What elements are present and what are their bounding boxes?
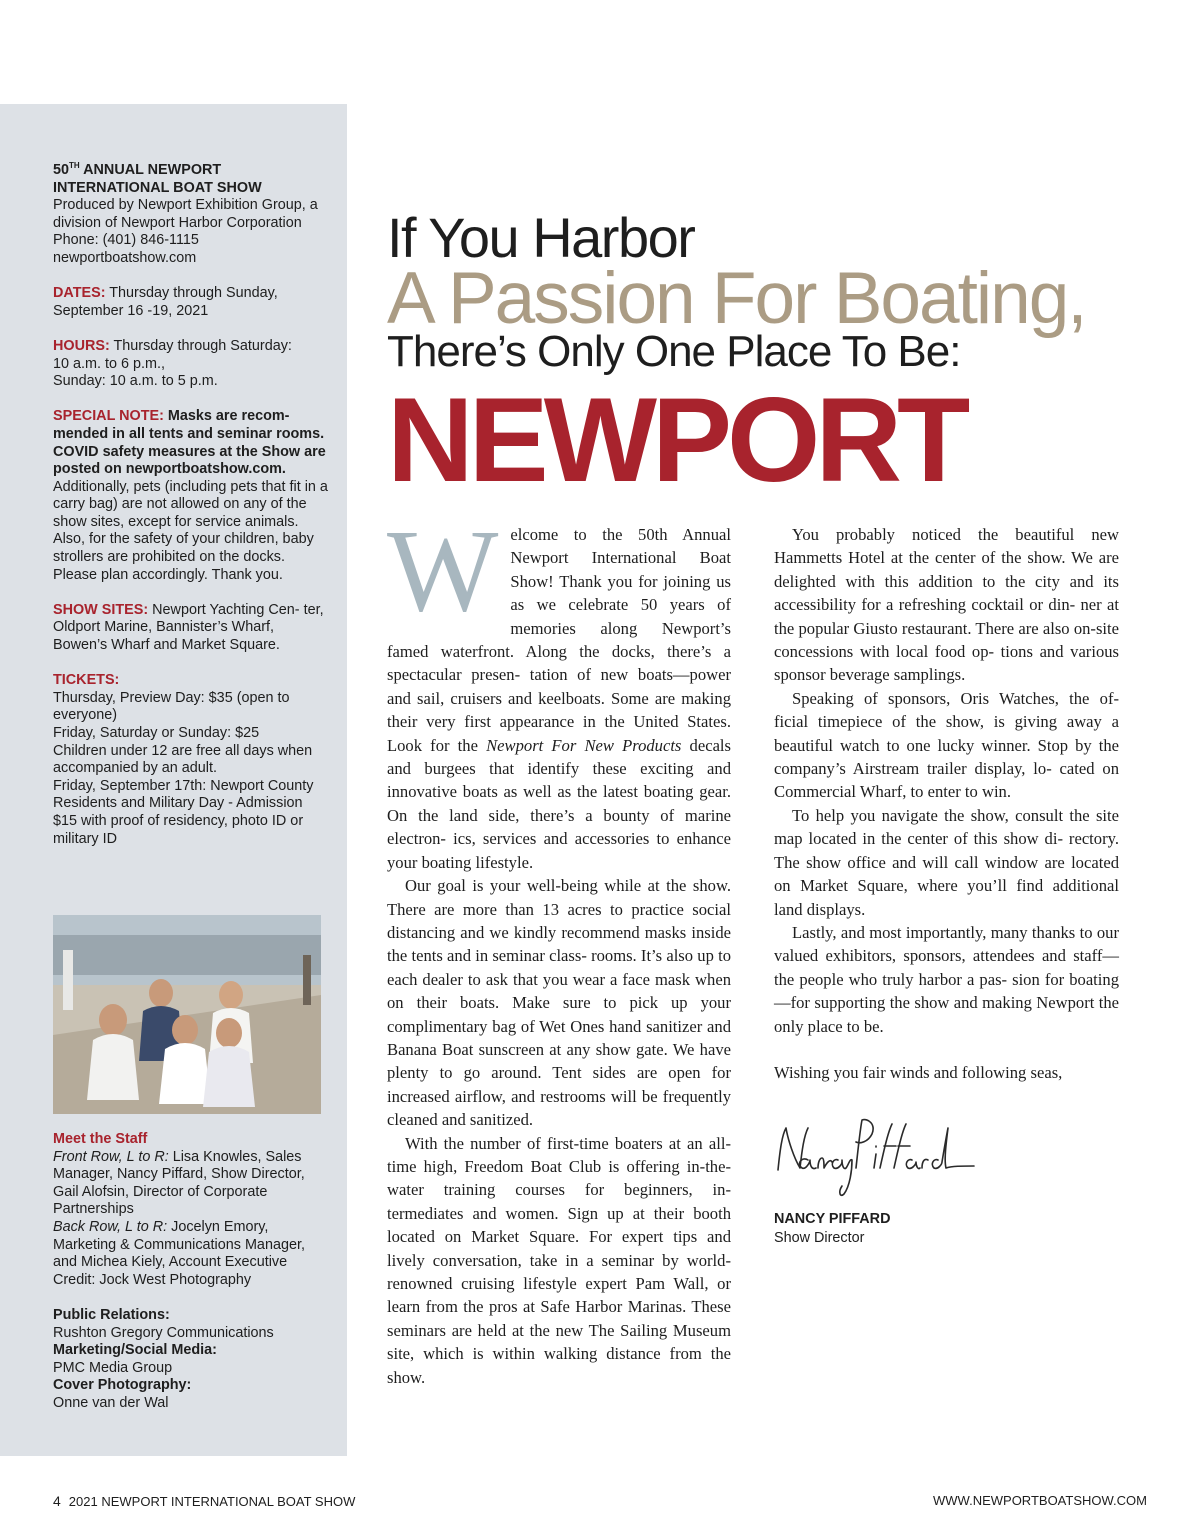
show-sites-block	[53, 602, 328, 655]
show-sites-text: Newport Yachting Cen- ter, Oldport Marine, Bannister’s Wharf, Bowen’s Wharf and Market Square.	[53, 601, 324, 654]
website-text: newportboatshow.com	[53, 249, 197, 266]
dates-block	[53, 285, 328, 320]
photo-credit: Credit: Jock West Photography	[53, 1271, 252, 1288]
tickets-label: TICKETS:	[53, 672, 120, 689]
publication-name: 2021 NEWPORT INTERNATIONAL BOAT SHOW	[68, 1494, 356, 1509]
back-row-label: Back Row, L to R:	[53, 1218, 168, 1235]
article-paragraph: Lastly, and most importantly, many thanks to our valued exhibitors, sponsors, attendees and staff—the people who truly harbor a pas- sion for boating—for supporting the show and making Newport the only place to be.	[774, 922, 1119, 1036]
headline-newport: NEWPORT	[387, 373, 966, 507]
ticket-line: Thursday, Preview Day: $35 (open to everyone)	[53, 689, 290, 724]
newport-new-products: Newport For New Products	[486, 735, 682, 755]
hours-line-1: Thursday through Saturday:	[109, 337, 292, 354]
article-paragraph: Welcome to the 50th Annual Newport International Boat Show! Thank you for joining us as we celebrate 50 years of memories along Newport’s famed waterfront. Along the docks, there’s a spectacular presen- tation of new boats—power and sail, cruisers and keelboats. Some are making their very first appearance in the United States. Look for the Newport For New Products decals and burgees that identify these exciting and innovative boats as well as the latest boating gear. On the land side, there’s a bounty of marine electron- ics, services and accessories to enhance your boating lifestyle.	[387, 505, 731, 872]
producer-text: Produced by Newport Exhibition Group, a division of Newport Harbor Corporation	[53, 197, 318, 231]
dates-text: Thursday through Sunday, September 16 -19, 2021	[53, 285, 278, 319]
article-paragraph: Speaking of sponsors, Oris Watches, the of- ficial timepiece of the show, is giving away a beautiful watch to one lucky winner. Stop by the company’s Airstream trailer display, lo- cated on Commercial Wharf, to enter to win.	[774, 688, 1119, 802]
article-paragraph: You probably noticed the beautiful new Hammetts Hotel at the center of the show. We are delighted with this addition to the city and its accessibility for a refreshing cocktail or din- ner at the popular Giusto restaurant. There are also on-site concessions with local food op- tions and various sponsor beverage samplings.	[774, 525, 1119, 685]
show-info	[53, 162, 328, 866]
hours-line-2: 10 a.m. to 6 p.m.,	[53, 355, 165, 372]
special-note-block	[53, 408, 328, 584]
footer-url: WWW.NEWPORTBOATSHOW.COM	[932, 1493, 1147, 1508]
show-sites-label: SHOW SITES:	[53, 601, 149, 618]
headline-line-2: A Passion For Boating,	[387, 258, 1086, 339]
ticket-line: Children under 12 are free all days when accompanied by an adult.	[53, 742, 313, 777]
pr-label: Public Relations:	[53, 1306, 170, 1323]
cover-photo-text: Onne van der Wal	[53, 1394, 169, 1411]
marketing-label: Marketing/Social Media:	[53, 1342, 217, 1359]
article-paragraph: To help you navigate the show, consult the site map located in the center of this show di- rectory. The show office and will call window are located on Market Square, where you’ll find additional land displays.	[774, 805, 1119, 919]
closing-line: Wishing you fair winds and following seas,	[774, 1063, 1063, 1083]
article-column-1	[387, 505, 731, 1389]
show-producer-block	[53, 162, 328, 268]
cover-photo-label: Cover Photography:	[53, 1377, 192, 1394]
ticket-line: Friday, September 17th: Newport County Residents and Military Day - Admission $15 with proof of residency, photo ID or military ID	[53, 777, 314, 847]
headline-line-3: There’s Only One Place To Be:	[387, 327, 961, 376]
article-column-2	[774, 523, 1119, 1085]
headline-line-1: If You Harbor	[387, 206, 695, 269]
back-row-text: Jocelyn Emory, Marketing & Communications Manager, and Michea Kiely, Account Executive	[53, 1218, 305, 1271]
marketing-text: PMC Media Group	[53, 1359, 173, 1376]
front-row-label: Front Row, L to R:	[53, 1148, 169, 1165]
article-paragraph: With the number of first-time boaters at an all-time high, Freedom Boat Club is offering in-the-water training courses for beginners, in- termediates and women. Sign up at their booth located on Market Square. For expert tips and lively conversation, take in a seminar by world- renowned cruising lifestyle expert Pam Wall, or learn from the pros at Safe Harbor Marinas. These seminars are held at the new The Sailing Museum site, which is within walking distance from the show.	[387, 1133, 731, 1387]
front-row-text: Lisa Knowles, Sales Manager, Nancy Piffard, Show Director, Gail Alofsin, Director of Corporate Partnerships	[53, 1148, 305, 1218]
signer-name: NANCY PIFFARD	[774, 1211, 891, 1227]
tickets-block	[53, 672, 328, 848]
staff-photo	[53, 915, 321, 1114]
hours-block	[53, 338, 328, 391]
special-note-bold: Masks are recom- mended in all tents and seminar rooms. COVID safety measures at the Show are posted on newportboatshow.com.	[53, 408, 326, 478]
signature-image	[772, 1110, 978, 1204]
phone-text: Phone: (401) 846-1115	[53, 232, 199, 249]
dates-label: DATES:	[53, 285, 106, 302]
drop-cap: W	[387, 505, 499, 636]
hours-label: HOURS:	[53, 337, 110, 354]
sidebar	[0, 104, 347, 1456]
pr-text: Rushton Gregory Communications	[53, 1324, 274, 1341]
hours-line-3: Sunday: 10 a.m. to 5 p.m.	[53, 373, 218, 390]
article-paragraph: Our goal is your well-being while at the show. There are more than 13 acres to practice social distancing and we kindly recommend masks inside the tents and in seminar class- rooms. It’s also up to each dealer to ask that you wear a face mask when on their boats. Make sure to pick up your complimentary bag of Wet Ones hand sanitizer and Banana Boat sunscreen at any show gate. We have plenty to go around. Tent sides are open for increased airflow, and restrooms will be frequently cleaned and sanitized.	[387, 876, 731, 1130]
ticket-line: Friday, Saturday or Sunday: $25	[53, 725, 260, 741]
staff-caption	[53, 1131, 328, 1413]
footer-left	[53, 1492, 355, 1511]
staff-heading: Meet the Staff	[53, 1131, 148, 1147]
special-note-label: SPECIAL NOTE:	[53, 408, 164, 425]
special-note-text: Additionally, pets (including pets that fit in a carry bag) are not allowed on any of the show sites, except for service animals. Also, for the safety of your children, baby strollers are prohibited on the docks. Please plan accordingly. Thank you.	[53, 478, 328, 583]
signer-title: Show Director	[774, 1230, 865, 1246]
page-number: 4	[53, 1493, 61, 1509]
show-title: 50TH ANNUAL NEWPORT INTERNATIONAL BOAT SHOW	[53, 161, 262, 196]
